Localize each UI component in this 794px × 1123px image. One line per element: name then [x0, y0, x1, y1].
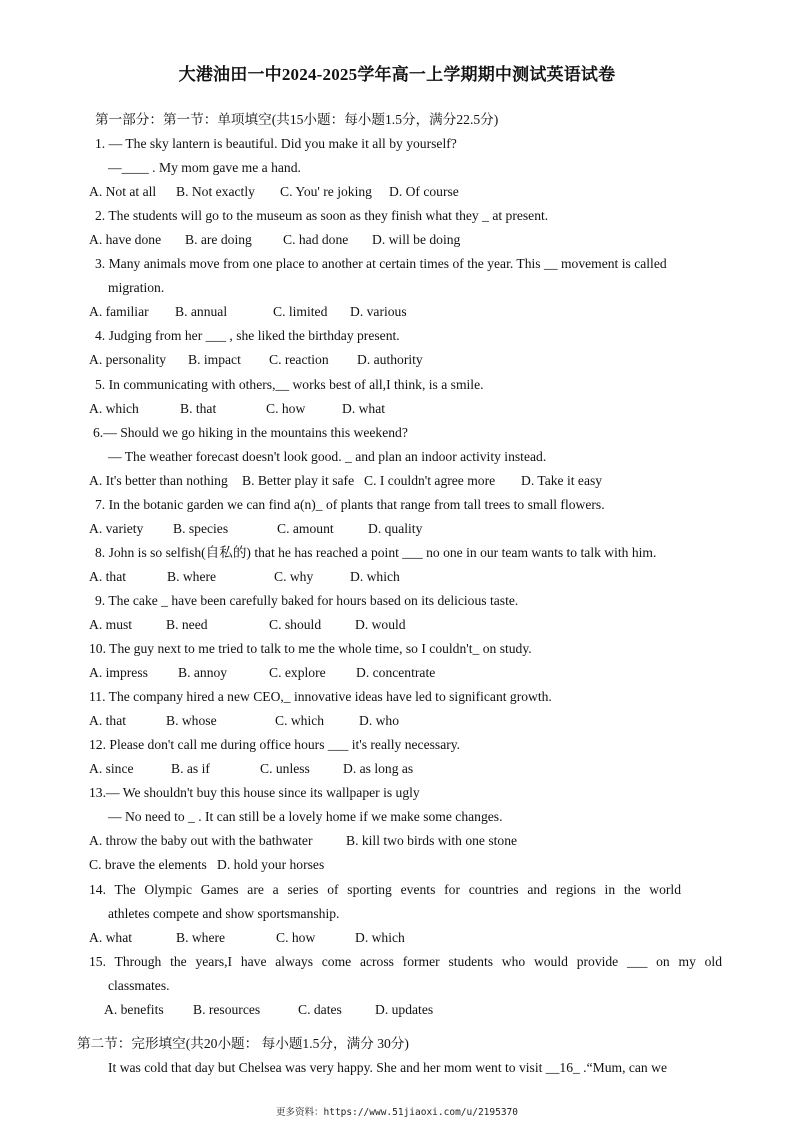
option-c: C. You' re joking — [280, 184, 372, 200]
option-d: D. various — [350, 304, 407, 320]
option-b: B. annual — [175, 304, 228, 320]
question-14-options — [0, 926, 794, 950]
option-b: B. are doing — [185, 232, 252, 248]
option-d: D. authority — [357, 352, 423, 368]
option-b: B. as if — [171, 761, 210, 777]
question-10-stem: 10. The guy next to me tried to talk to me the whole time, so I couldn't_ on study. — [89, 641, 532, 657]
option-c: C. unless — [260, 761, 310, 777]
question-13-options-row2 — [0, 853, 794, 877]
question-11-options — [0, 709, 794, 733]
question-1-reply: —____ . My mom gave me a hand. — [108, 160, 301, 176]
option-d: D. as long as — [343, 761, 414, 777]
part1-header: 第一部分：第一节：单项填空(共15小题：每小题1.5分，满分22.5分) — [95, 112, 499, 127]
option-c: C. reaction — [269, 352, 329, 368]
question-13-stem: 13.— We shouldn't buy this house since its wallpaper is ugly — [89, 785, 420, 801]
exam-content — [0, 108, 794, 1080]
question-14-stem: 14. The Olympic Games are a series of sporting events for countries and regions in the world — [89, 881, 681, 897]
page-title: 大港油田一中2024-2025学年高一上学期期中测试英语试卷 — [178, 65, 616, 84]
option-b: B. Not exactly — [176, 184, 255, 200]
question-3-stem-cont: migration. — [108, 280, 165, 296]
question-7-options — [0, 517, 794, 541]
question-2-options — [0, 228, 794, 252]
option-a: A. that — [89, 713, 126, 729]
option-d: D. quality — [368, 520, 423, 536]
question-3-stem: 3. Many animals move from one place to another at certain times of the year. This __ movement is called — [95, 256, 667, 272]
option-a: A. that — [89, 568, 126, 584]
question-12-stem: 12. Please don't call me during office hours ___ it's really necessary. — [89, 737, 461, 753]
passage-line: It was cold that day but Chelsea was very happy. She and her mom went to visit __16_ .“Mum, can we — [108, 1059, 667, 1075]
option-b: B. resources — [193, 1001, 261, 1017]
option-c: C. how — [276, 929, 316, 945]
option-a: A. which — [89, 400, 139, 416]
option-c: C. why — [274, 568, 314, 584]
option-a: A. have done — [89, 232, 162, 248]
question-2-stem: 2. The students will go to the museum as soon as they finish what they _ at present. — [95, 208, 549, 224]
option-d: D. what — [342, 400, 386, 416]
option-b: B. whose — [166, 713, 217, 729]
option-c: C. had done — [283, 232, 349, 248]
option-a: A. what — [89, 929, 133, 945]
option-c: C. limited — [273, 304, 328, 320]
option-d: D. which — [350, 568, 400, 584]
question-6-reply: — The weather forecast doesn't look good. _ and plan an indoor activity instead. — [108, 448, 547, 464]
footer-link[interactable]: 更多资料：https://www.51jiaoxi.com/u/2195370 — [276, 1107, 518, 1118]
option-b: B. that — [180, 400, 217, 416]
option-c: C. how — [266, 400, 306, 416]
question-15-stem: 15. Through the years,I have always come across former students who would provide ___ on my old — [89, 953, 722, 969]
question-1-options — [0, 180, 794, 204]
question-15-stem-cont: classmates. — [108, 977, 170, 993]
option-c: C. which — [275, 713, 325, 729]
option-d: D. will be doing — [372, 232, 461, 248]
question-5-options — [0, 397, 794, 421]
question-8-options — [0, 565, 794, 589]
option-d: D. concentrate — [356, 665, 436, 681]
question-13-reply: — No need to _ . It can still be a lovely home if we make some changes. — [108, 809, 503, 825]
option-a: A. Not at all — [89, 184, 157, 200]
question-15-options — [0, 998, 794, 1022]
option-a: A. It's better than nothing — [89, 472, 228, 488]
option-a: A. since — [89, 761, 134, 777]
option-d: D. would — [355, 616, 406, 632]
question-12-options — [0, 757, 794, 781]
option-b: B. where — [176, 929, 226, 945]
option-d: D. Of course — [389, 184, 459, 200]
option-a: A. must — [89, 616, 133, 632]
option-b: B. impact — [188, 352, 241, 368]
question-14-stem-cont: athletes compete and show sportsmanship. — [108, 905, 340, 921]
option-d: D. hold your horses — [217, 857, 325, 873]
question-1-stem: 1. — The sky lantern is beautiful. Did you make it all by yourself? — [95, 136, 457, 152]
option-a: A. throw the baby out with the bathwater — [89, 833, 313, 849]
option-d: D. updates — [375, 1001, 434, 1017]
option-d: D. who — [359, 713, 400, 729]
option-a: A. impress — [89, 665, 148, 681]
option-b: B. annoy — [178, 665, 228, 681]
option-c: C. I couldn't agree more — [364, 472, 496, 488]
option-b: B. species — [173, 520, 229, 536]
option-a: A. variety — [89, 520, 144, 536]
question-13-options-row1 — [0, 829, 794, 853]
option-c: C. amount — [277, 520, 334, 536]
question-9-options — [0, 613, 794, 637]
option-d: D. which — [355, 929, 405, 945]
question-3-options — [0, 300, 794, 324]
question-4-stem: 4. Judging from her ___ , she liked the birthday present. — [95, 328, 400, 344]
question-8-stem: 8. John is so selfish(自私的) that he has reached a point ___ no one in our team wants to talk with him. — [95, 544, 657, 560]
option-a: A. personality — [89, 352, 167, 368]
question-6-options — [0, 469, 794, 493]
question-9-stem: 9. The cake _ have been carefully baked for hours based on its delicious taste. — [95, 592, 519, 608]
question-5-stem: 5. In communicating with others,__ works best of all,I think, is a smile. — [95, 376, 484, 392]
option-b: B. where — [167, 568, 217, 584]
option-c: C. explore — [269, 665, 326, 681]
option-c: C. brave the elements — [89, 857, 207, 873]
option-b: B. kill two birds with one stone — [346, 833, 518, 849]
option-d: D. Take it easy — [521, 472, 603, 488]
option-a: A. benefits — [104, 1001, 164, 1017]
question-4-options — [0, 348, 794, 372]
question-10-options — [0, 661, 794, 685]
option-c: C. dates — [298, 1001, 342, 1017]
section2-header: 第二节：完形填空(共20小题： 每小题1.5分，满分 30分) — [77, 1035, 409, 1051]
question-7-stem: 7. In the botanic garden we can find a(n)_ of plants that range from tall trees to small flowers. — [95, 496, 605, 512]
question-11-stem: 11. The company hired a new CEO,_ innovative ideas have led to significant growth. — [89, 689, 552, 705]
option-a: A. familiar — [89, 304, 149, 320]
option-b: B. Better play it safe — [242, 472, 355, 488]
option-c: C. should — [269, 616, 322, 632]
option-b: B. need — [166, 616, 208, 632]
question-6-stem: 6.— Should we go hiking in the mountains this weekend? — [93, 424, 408, 440]
